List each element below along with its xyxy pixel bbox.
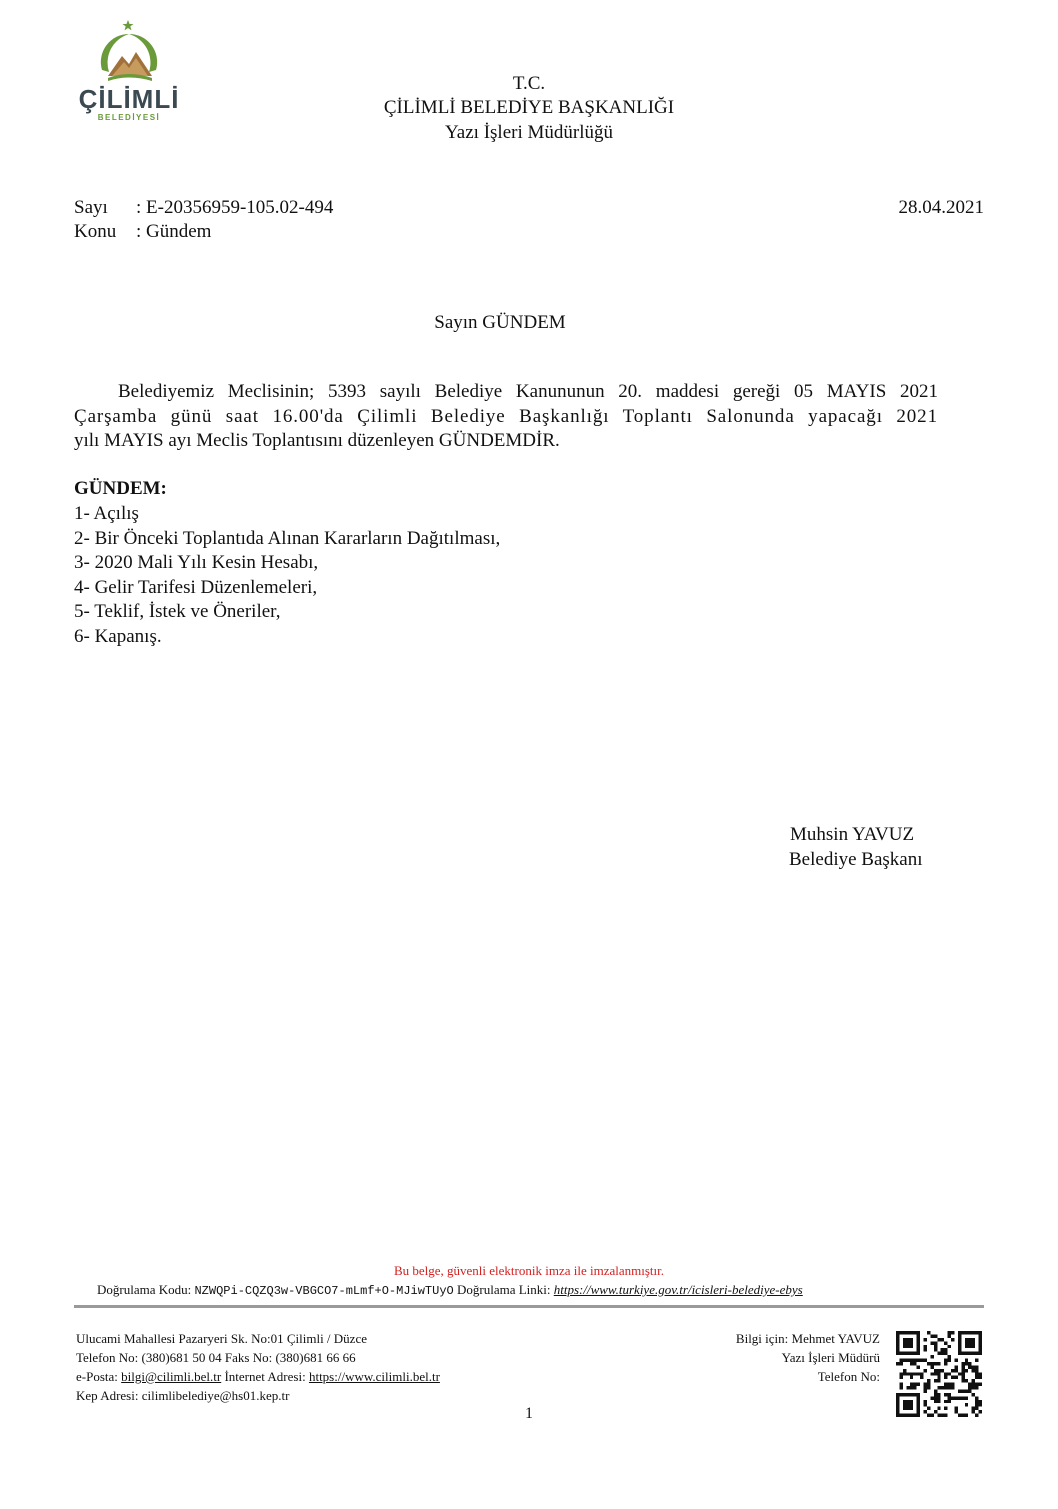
footer-kep: Kep Adresi: cilimlibelediye@hs01.kep.tr bbox=[76, 1388, 290, 1403]
agenda-item: 6- Kapanış. bbox=[74, 625, 162, 647]
footer-phone: Telefon No: (380)681 50 04 Faks No: (380)681 66 66 bbox=[76, 1350, 356, 1365]
logo-subtitle: BELEDİYESİ bbox=[97, 113, 161, 122]
agenda-title: GÜNDEM: bbox=[74, 478, 167, 499]
header-country: T.C. bbox=[512, 73, 546, 94]
email-link[interactable]: bilgi@cilimli.bel.tr bbox=[121, 1369, 222, 1384]
esignature-notice: Bu belge, güvenli elektronik imza ile imzalanmıştır. bbox=[393, 1263, 665, 1278]
sayi-value: : E-20356959-105.02-494 bbox=[136, 197, 334, 218]
page-number: 1 bbox=[525, 1405, 533, 1422]
body-line-2: Çarşamba günü saat 16.00'da Çilimli Belediye Başkanlığı Toplantı Salonunda yapacağı 2021 bbox=[74, 405, 938, 427]
contact-title: Yazı İşleri Müdürü bbox=[781, 1350, 880, 1365]
agenda-item: 4- Gelir Tarifesi Düzenlemeleri, bbox=[74, 576, 318, 598]
verification-line bbox=[97, 1282, 803, 1298]
qr-code bbox=[896, 1331, 982, 1417]
verification-link-label: Doğrulama Linki: bbox=[456, 1282, 551, 1297]
agenda-item: 1- Açılış bbox=[74, 503, 139, 524]
email-label: e-Posta: bbox=[76, 1369, 118, 1384]
signatory-name: Muhsin YAVUZ bbox=[790, 824, 915, 845]
salutation: Sayın GÜNDEM bbox=[434, 312, 566, 333]
contact-person: Bilgi için: Mehmet YAVUZ bbox=[735, 1331, 880, 1346]
verification-code: NZWQPi-CQZQ3w-VBGCO7-mLmf+O-MJiwTUyO bbox=[194, 1284, 454, 1298]
agenda-list bbox=[74, 502, 500, 650]
verification-code-label: Doğrulama Kodu: bbox=[97, 1282, 192, 1297]
agenda-item: 3- 2020 Mali Yılı Kesin Hesabı, bbox=[74, 552, 319, 574]
sayi-label: Sayı bbox=[74, 197, 108, 218]
header-department: Yazı İşleri Müdürlüğü bbox=[444, 122, 613, 143]
footer-contact bbox=[76, 1369, 440, 1385]
konu-value: : Gündem bbox=[136, 221, 212, 242]
agenda-item: 2- Bir Önceki Toplantıda Alınan Kararların Dağıtılması, bbox=[74, 527, 501, 549]
signatory-title: Belediye Başkanı bbox=[789, 849, 923, 870]
agenda-item: 5- Teklif, İstek ve Öneriler, bbox=[74, 601, 281, 623]
konu-label: Konu bbox=[74, 221, 117, 242]
contact-phone: Telefon No: bbox=[817, 1369, 880, 1384]
document-date: 28.04.2021 bbox=[898, 197, 984, 218]
verification-link[interactable]: https://www.turkiye.gov.tr/icisleri-belediye-ebys bbox=[553, 1282, 803, 1297]
body-line-1 bbox=[74, 380, 938, 405]
body-line-1-text: Belediyemiz Meclisinin; 5393 sayılı Belediye Kanununun 20. maddesi gereği 05 MAYIS 2021 bbox=[118, 381, 938, 402]
web-link[interactable]: https://www.cilimli.bel.tr bbox=[308, 1369, 440, 1384]
header-institution: ÇİLİMLİ BELEDİYE BAŞKANLIĞI bbox=[383, 97, 675, 118]
logo-name: ÇİLİMLİ bbox=[78, 84, 180, 114]
web-label: İnternet Adresi: bbox=[224, 1369, 306, 1384]
footer-address: Ulucami Mahallesi Pazaryeri Sk. No:01 Çilimli / Düzce bbox=[76, 1331, 367, 1346]
body-paragraph bbox=[74, 380, 938, 454]
body-line-3: yılı MAYIS ayı Meclis Toplantısını düzenleyen GÜNDEMDİR. bbox=[74, 430, 560, 451]
footer-divider bbox=[74, 1305, 984, 1308]
